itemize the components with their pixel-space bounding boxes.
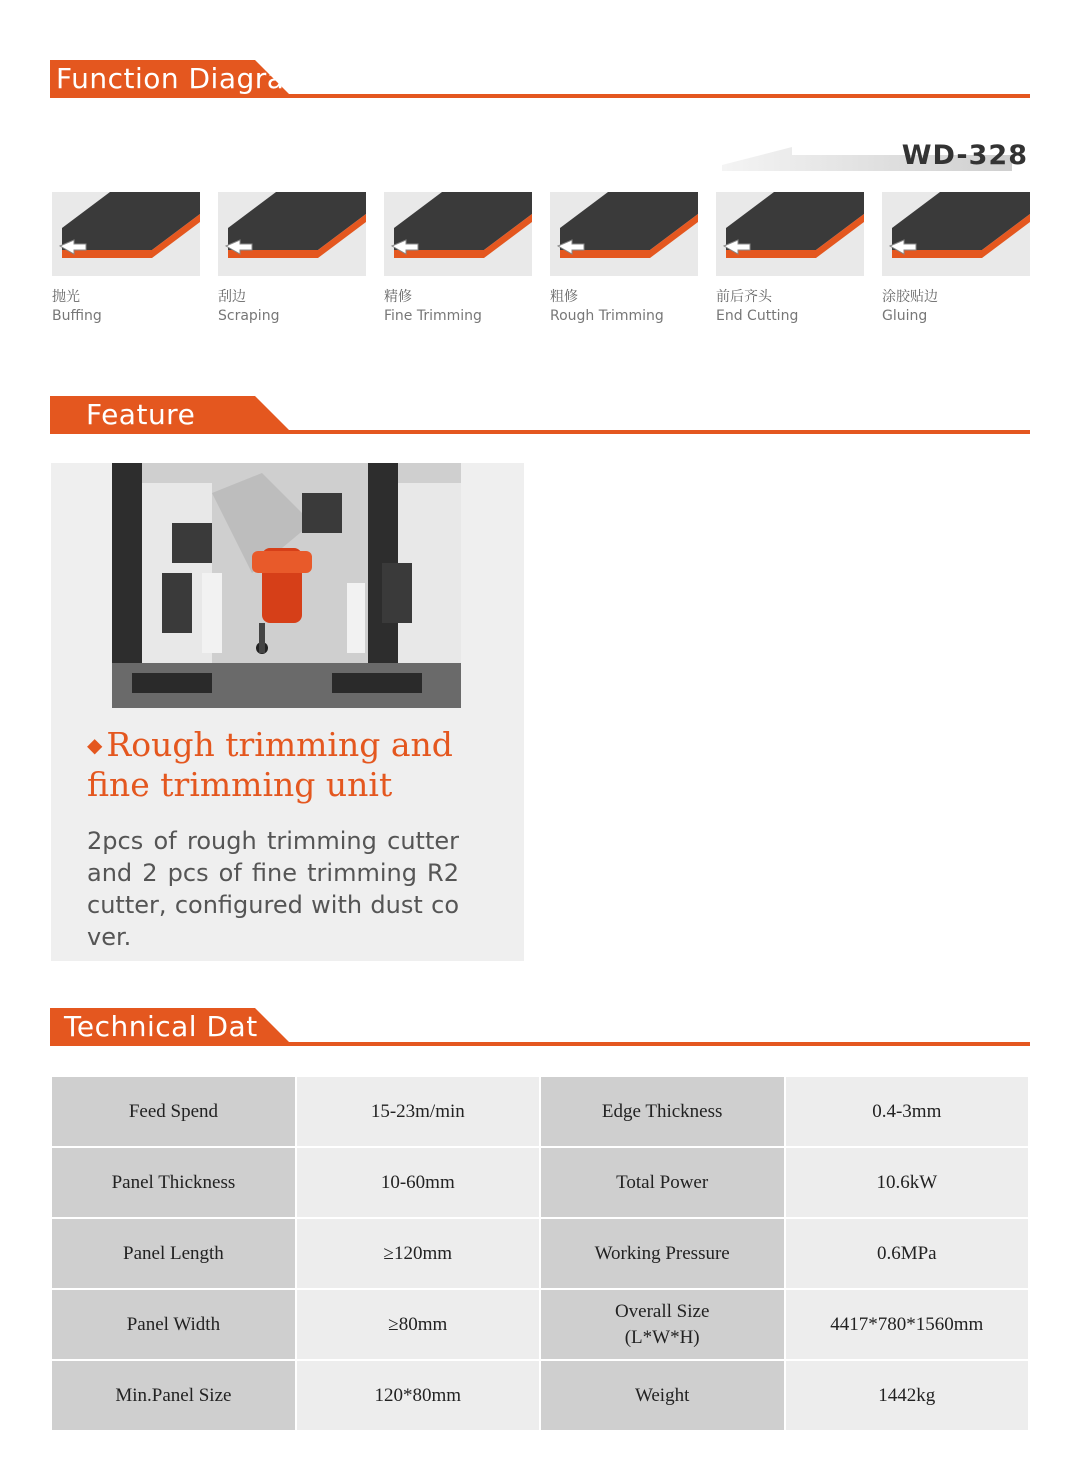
function-diagram-title: Function Diagra <box>56 62 285 95</box>
feature-banner <box>50 396 1030 440</box>
spec-value: 4417*780*1560mm <box>786 1290 1030 1361</box>
spec-value: ≥120mm <box>297 1219 541 1290</box>
function-label-en: Scraping <box>218 308 280 324</box>
function-item <box>716 192 864 324</box>
function-label-en: End Cutting <box>716 308 799 324</box>
function-label-en: Fine Trimming <box>384 308 482 324</box>
buffing-wheel-icon <box>52 192 200 276</box>
spec-label: Feed Spend <box>52 1077 297 1148</box>
model-number: WD-328 <box>901 140 1028 171</box>
spec-label: Working Pressure <box>541 1219 786 1290</box>
spec-row <box>52 1361 1030 1432</box>
spec-value: 15-23m/min <box>297 1077 541 1148</box>
spec-value: 0.4-3mm <box>786 1077 1030 1148</box>
diamond-bullet-icon: ◆ <box>87 733 103 757</box>
function-label-cn: 粗修 <box>550 289 578 305</box>
fine-trim-cutter-icon <box>384 192 532 276</box>
function-label-cn: 前后齐头 <box>716 289 772 305</box>
function-label-cn: 抛光 <box>52 289 80 305</box>
function-label-en: Buffing <box>52 308 102 324</box>
function-label-cn: 刮边 <box>218 289 246 305</box>
glue-roller-icon <box>882 192 1030 276</box>
spec-label: Total Power <box>541 1148 786 1219</box>
spec-value: ≥80mm <box>297 1290 541 1361</box>
spec-table <box>52 1077 1030 1432</box>
function-item <box>882 192 1030 324</box>
function-item <box>218 192 366 324</box>
spec-row <box>52 1219 1030 1290</box>
function-item <box>384 192 532 324</box>
spec-label: Panel Thickness <box>52 1148 297 1219</box>
spec-row <box>52 1290 1030 1361</box>
spec-value: 0.6MPa <box>786 1219 1030 1290</box>
spec-value: 120*80mm <box>297 1361 541 1432</box>
technical-data-banner <box>50 1008 1030 1052</box>
spec-label: Panel Width <box>52 1290 297 1361</box>
spec-row <box>52 1077 1030 1148</box>
trimming-unit-photo <box>112 463 461 708</box>
spec-value: 10.6kW <box>786 1148 1030 1219</box>
spec-value: 10-60mm <box>297 1148 541 1219</box>
feature-description: 2pcs of rough trimming cutter and 2 pcs of fine trimming R2 cutter, configured with dust co ver. <box>87 827 459 951</box>
feature-title: Feature <box>86 398 196 431</box>
spec-label: Weight <box>541 1361 786 1432</box>
spec-value: 1442kg <box>786 1361 1030 1432</box>
spec-label: Panel Length <box>52 1219 297 1290</box>
spec-label: Edge Thickness <box>541 1077 786 1148</box>
function-item <box>52 192 200 324</box>
saw-blade-icon <box>716 192 864 276</box>
spec-label: Overall Size (L*W*H) <box>541 1290 786 1361</box>
feature-heading <box>87 725 459 805</box>
technical-data-title: Technical Dat <box>64 1010 258 1043</box>
feature-card <box>51 463 524 961</box>
spec-label: Min.Panel Size <box>52 1361 297 1432</box>
function-label-cn: 精修 <box>384 289 412 305</box>
function-diagram-banner <box>50 60 1030 104</box>
function-label-en: Rough Trimming <box>550 308 664 324</box>
function-item <box>550 192 698 324</box>
feature-heading-text: Rough trimming and fine trimming unit <box>87 725 453 804</box>
rough-trim-cutter-icon <box>550 192 698 276</box>
function-label-cn: 涂胶贴边 <box>882 289 938 305</box>
spec-row <box>52 1148 1030 1219</box>
function-label-en: Gluing <box>882 308 928 324</box>
scraper-icon <box>218 192 366 276</box>
function-diagram-list <box>52 192 1030 332</box>
